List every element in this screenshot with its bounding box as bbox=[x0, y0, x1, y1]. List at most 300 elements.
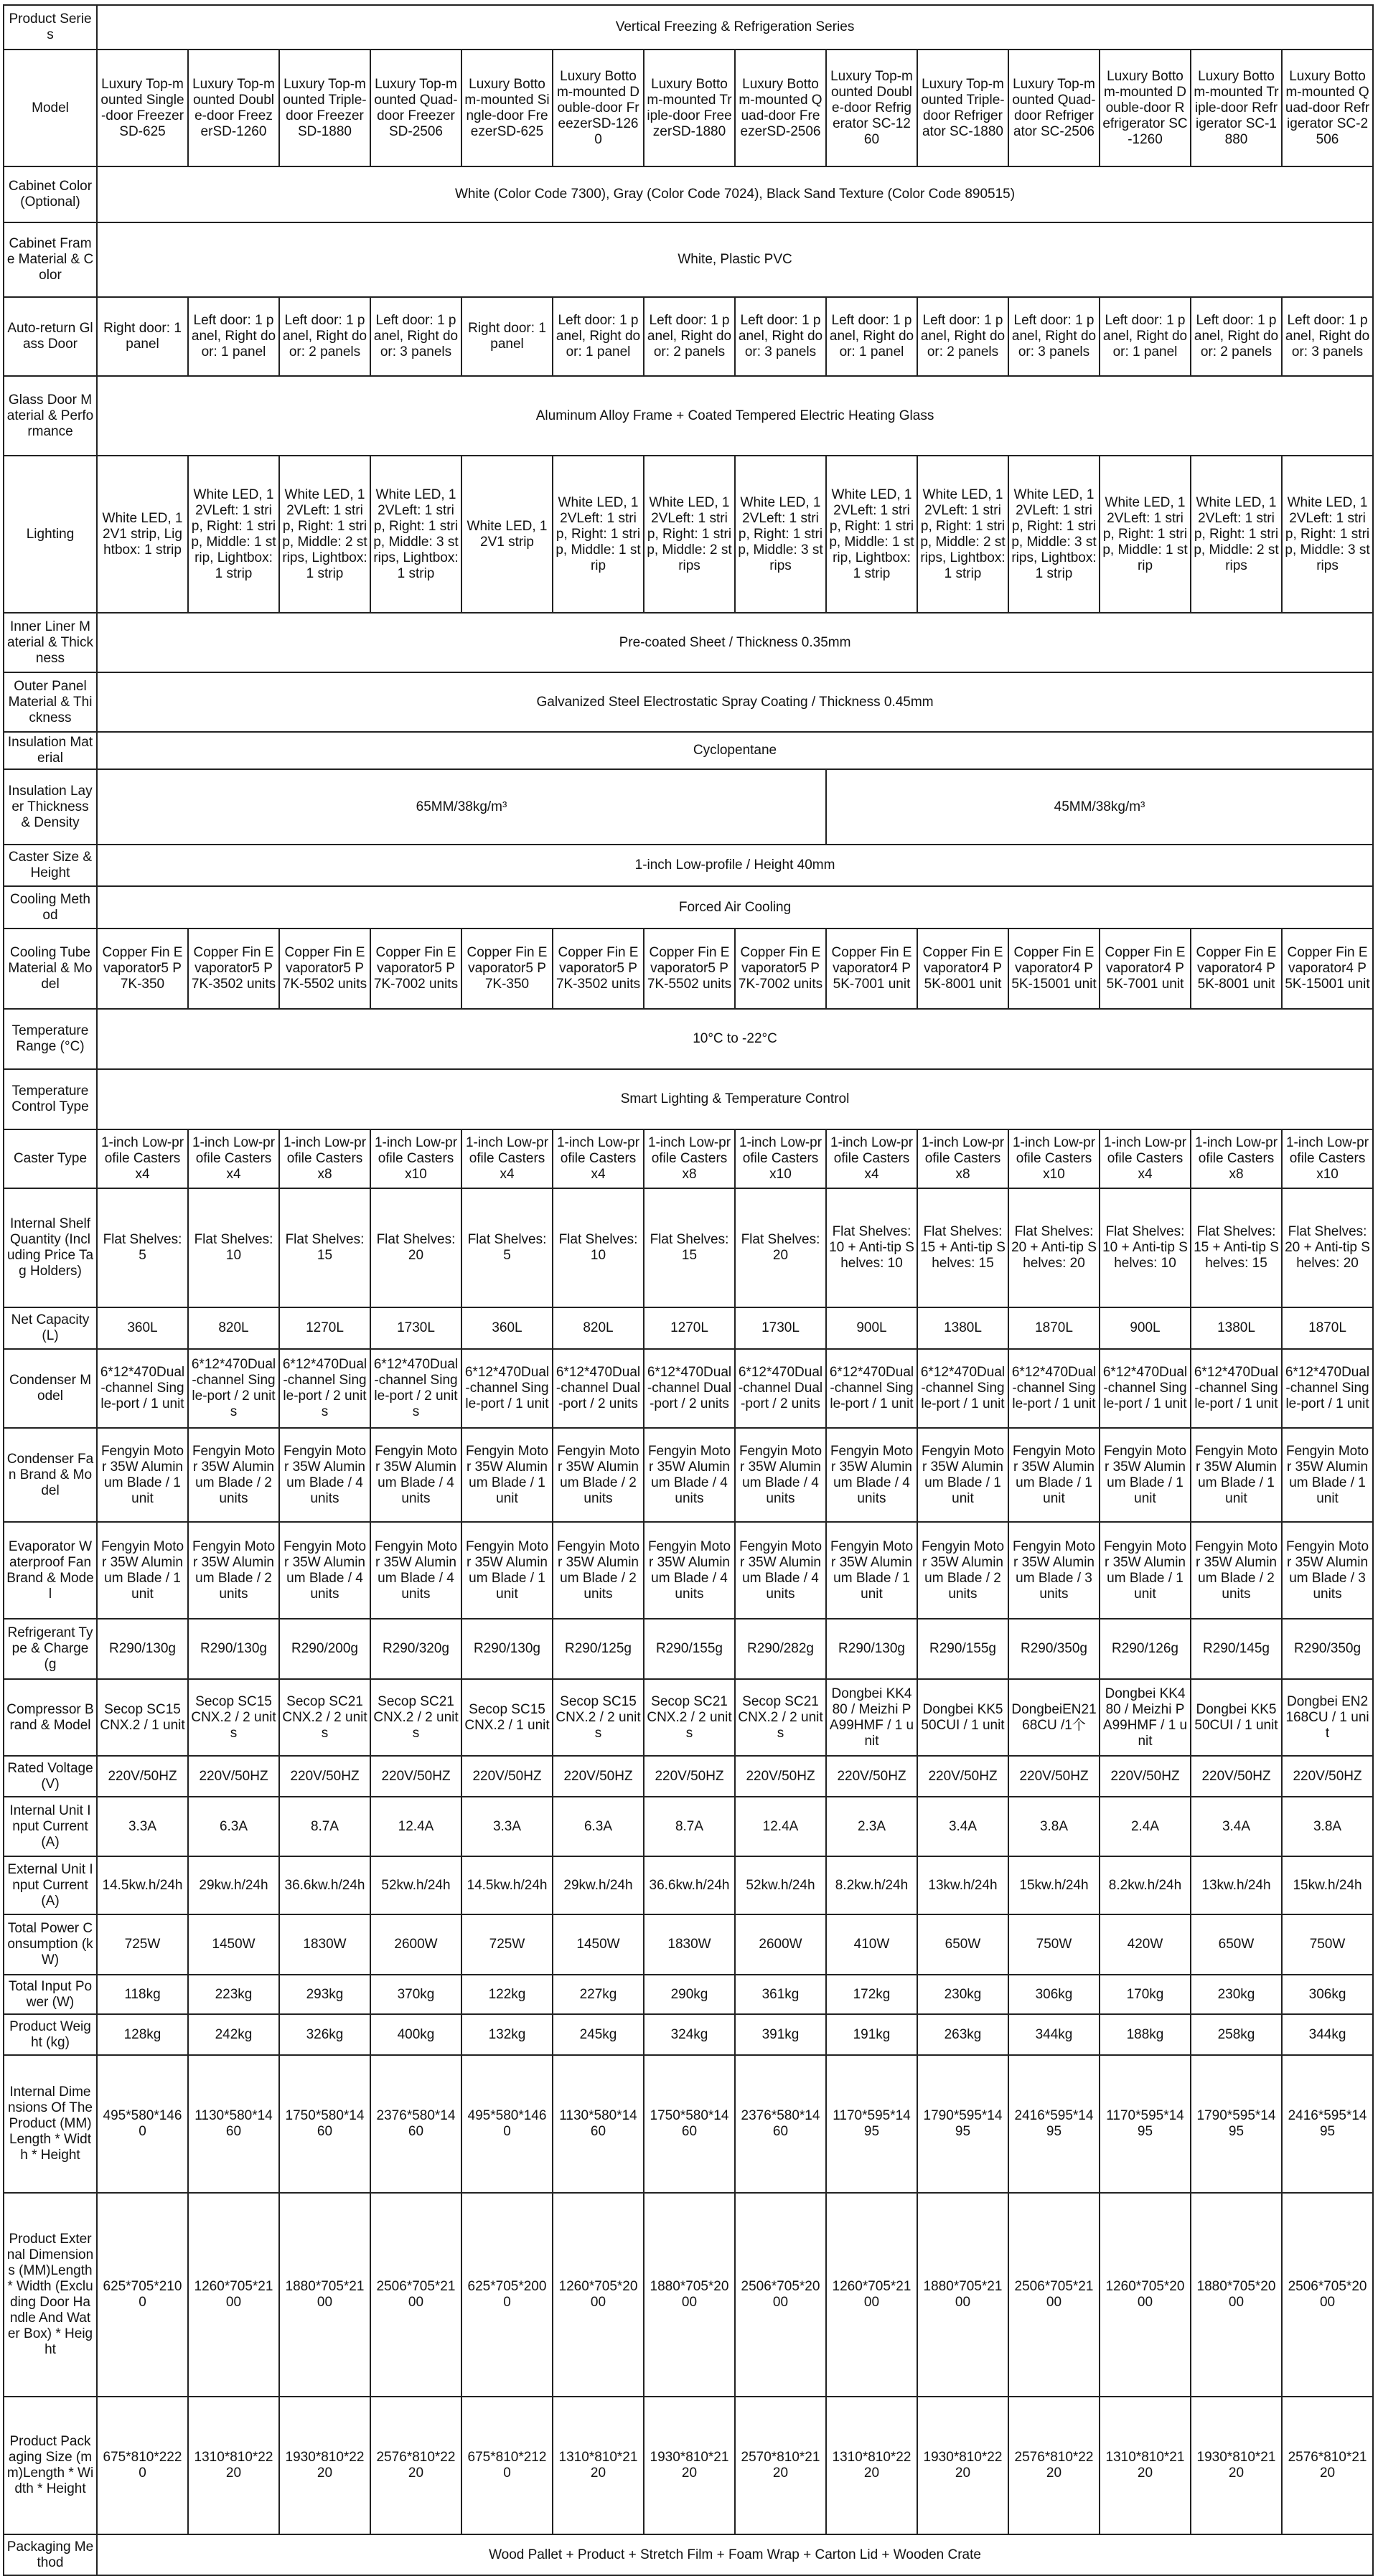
table-cell: 1270L bbox=[644, 1307, 735, 1349]
table-cell: White (Color Code 7300), Gray (Color Code 7024), Black Sand Texture (Color Code 890515) bbox=[97, 166, 1373, 222]
table-row bbox=[4, 732, 1373, 769]
table-cell: 675*810*2220 bbox=[97, 2397, 188, 2534]
table-cell: 326kg bbox=[279, 2014, 370, 2055]
table-cell: 2506*705*2000 bbox=[735, 2193, 826, 2397]
table-cell: 2600W bbox=[735, 1914, 826, 1975]
table-cell: Left door: 1 panel, Right door: 3 panels bbox=[735, 297, 826, 376]
table-cell: 3.8A bbox=[1008, 1797, 1100, 1856]
table-cell: 3.3A bbox=[461, 1797, 553, 1856]
table-cell: 625*705*2000 bbox=[461, 2193, 553, 2397]
row-label: Internal Dimensions Of The Product (MM)Length * Width * Height bbox=[4, 2055, 97, 2193]
table-cell: 1130*580*1460 bbox=[188, 2055, 279, 2193]
table-cell: Smart Lighting & Temperature Control bbox=[97, 1069, 1373, 1129]
row-label: Temperature Control Type bbox=[4, 1069, 97, 1129]
table-cell: Left door: 1 panel, Right door: 2 panels bbox=[644, 297, 735, 376]
table-cell: 2506*705*2100 bbox=[1008, 2193, 1100, 2397]
table-cell: Left door: 1 panel, Right door: 1 panel bbox=[826, 297, 917, 376]
table-cell: Luxury Top-mounted Quad-door FreezerSD-2506 bbox=[370, 50, 461, 166]
table-cell: 6*12*470Dual-channel Single-port / 1 unit bbox=[826, 1349, 917, 1428]
table-cell: 306kg bbox=[1282, 1975, 1373, 2014]
table-cell: Luxury Bottom-mounted Triple-door Refrigerator SC-1880 bbox=[1191, 50, 1282, 166]
table-cell: 820L bbox=[188, 1307, 279, 1349]
table-cell: R290/130g bbox=[188, 1619, 279, 1679]
table-row bbox=[4, 1856, 1373, 1914]
table-cell: Flat Shelves: 10 bbox=[188, 1188, 279, 1307]
row-label: Total Power Consumption (kW) bbox=[4, 1914, 97, 1975]
table-cell: Fengyin Motor 35W Aluminum Blade / 2 units bbox=[188, 1522, 279, 1619]
table-cell: 1-inch Low-profile Casters x4 bbox=[97, 1129, 188, 1188]
table-cell: 1310*810*2220 bbox=[188, 2397, 279, 2534]
table-cell: Dongbei KK480 / Meizhi PA99HMF / 1 unit bbox=[826, 1679, 917, 1756]
table-cell: 391kg bbox=[735, 2014, 826, 2055]
table-cell: Copper Fin Evaporator5 P7K-350 bbox=[97, 929, 188, 1009]
table-cell: 6*12*470Dual-channel Single-port / 2 units bbox=[188, 1349, 279, 1428]
table-cell: Fengyin Motor 35W Aluminum Blade / 4 units bbox=[279, 1522, 370, 1619]
table-cell: Dongbei KK480 / Meizhi PA99HMF / 1 unit bbox=[1100, 1679, 1191, 1756]
table-cell: 360L bbox=[461, 1307, 553, 1349]
table-cell: R290/350g bbox=[1008, 1619, 1100, 1679]
table-cell: 220V/50HZ bbox=[1282, 1756, 1373, 1797]
row-label: Condenser Model bbox=[4, 1349, 97, 1428]
table-cell: 1-inch Low-profile Casters x8 bbox=[279, 1129, 370, 1188]
table-row bbox=[4, 50, 1373, 166]
table-row bbox=[4, 1069, 1373, 1129]
table-cell: Dongbei EN2168CU / 1 unit bbox=[1282, 1679, 1373, 1756]
table-cell: 344kg bbox=[1008, 2014, 1100, 2055]
table-cell: 36.6kw.h/24h bbox=[644, 1856, 735, 1914]
table-row bbox=[4, 2014, 1373, 2055]
table-cell: 220V/50HZ bbox=[279, 1756, 370, 1797]
spec-table-body bbox=[4, 5, 1373, 2575]
table-cell: 1170*595*1495 bbox=[826, 2055, 917, 2193]
table-cell: 14.5kw.h/24h bbox=[97, 1856, 188, 1914]
table-cell: 361kg bbox=[735, 1975, 826, 2014]
table-cell: Luxury Bottom-mounted Single-door FreezerSD-625 bbox=[461, 50, 553, 166]
table-cell: White LED, 12VLeft: 1 strip, Right: 1 strip, Middle: 1 strip, Lightbox: 1 strip bbox=[826, 456, 917, 613]
table-row bbox=[4, 2055, 1373, 2193]
table-cell: 6*12*470Dual-channel Single-port / 1 unit bbox=[461, 1349, 553, 1428]
table-cell: 750W bbox=[1008, 1914, 1100, 1975]
table-cell: Luxury Top-mounted Double-door Refrigerator SC-1260 bbox=[826, 50, 917, 166]
row-label: Condenser Fan Brand & Model bbox=[4, 1428, 97, 1522]
table-cell: 52kw.h/24h bbox=[370, 1856, 461, 1914]
table-cell: White LED, 12VLeft: 1 strip, Right: 1 strip, Middle: 3 strips bbox=[735, 456, 826, 613]
table-cell: 227kg bbox=[553, 1975, 644, 2014]
table-cell: 1170*595*1495 bbox=[1100, 2055, 1191, 2193]
table-cell: 400kg bbox=[370, 2014, 461, 2055]
table-cell: Flat Shelves: 15 + Anti-tip Shelves: 15 bbox=[1191, 1188, 1282, 1307]
table-cell: White LED, 12VLeft: 1 strip, Right: 1 strip, Middle: 2 strips, Lightbox: 1 strip bbox=[279, 456, 370, 613]
table-cell: 6*12*470Dual-channel Single-port / 1 unit bbox=[1282, 1349, 1373, 1428]
table-cell: 128kg bbox=[97, 2014, 188, 2055]
table-row bbox=[4, 613, 1373, 672]
row-label: Rated Voltage (V) bbox=[4, 1756, 97, 1797]
table-row bbox=[4, 5, 1373, 50]
table-cell: Secop SC21CNX.2 / 2 units bbox=[279, 1679, 370, 1756]
table-row bbox=[4, 845, 1373, 886]
table-cell: Luxury Top-mounted Quad-door Refrigerator SC-2506 bbox=[1008, 50, 1100, 166]
row-label: Auto-return Glass Door bbox=[4, 297, 97, 376]
row-label: Net Capacity (L) bbox=[4, 1307, 97, 1349]
table-cell: 1880*705*2000 bbox=[644, 2193, 735, 2397]
table-cell: Dongbei KK550CUI / 1 unit bbox=[917, 1679, 1008, 1756]
table-row bbox=[4, 297, 1373, 376]
table-cell: Fengyin Motor 35W Aluminum Blade / 1 unit bbox=[826, 1522, 917, 1619]
table-row bbox=[4, 1797, 1373, 1856]
table-cell: Luxury Bottom-mounted Double-door Refrigerator SC-1260 bbox=[1100, 50, 1191, 166]
table-cell: Flat Shelves: 15 + Anti-tip Shelves: 15 bbox=[917, 1188, 1008, 1307]
table-row bbox=[4, 2534, 1373, 2575]
table-row bbox=[4, 769, 1373, 845]
table-cell: 10°C to -22°C bbox=[97, 1009, 1373, 1069]
table-cell: 306kg bbox=[1008, 1975, 1100, 2014]
table-cell: Copper Fin Evaporator4 P5K-7001 unit bbox=[826, 929, 917, 1009]
table-cell: 725W bbox=[461, 1914, 553, 1975]
table-cell: Aluminum Alloy Frame + Coated Tempered Electric Heating Glass bbox=[97, 376, 1373, 456]
table-cell: Fengyin Motor 35W Aluminum Blade / 1 unit bbox=[1100, 1522, 1191, 1619]
table-cell: 3.4A bbox=[917, 1797, 1008, 1856]
table-cell: 1260*705*2000 bbox=[553, 2193, 644, 2397]
table-cell: Flat Shelves: 20 bbox=[735, 1188, 826, 1307]
table-cell: Fengyin Motor 35W Aluminum Blade / 2 units bbox=[188, 1428, 279, 1522]
table-cell: 1790*595*1495 bbox=[917, 2055, 1008, 2193]
row-label: Total Input Power (W) bbox=[4, 1975, 97, 2014]
table-cell: 230kg bbox=[917, 1975, 1008, 2014]
table-cell: 6*12*470Dual-channel Dual-port / 2 units bbox=[553, 1349, 644, 1428]
table-cell: White LED, 12VLeft: 1 strip, Right: 1 strip, Middle: 1 strip bbox=[553, 456, 644, 613]
table-cell: 1-inch Low-profile Casters x8 bbox=[917, 1129, 1008, 1188]
table-cell: Flat Shelves: 20 bbox=[370, 1188, 461, 1307]
row-label: Cabinet Frame Material & Color bbox=[4, 222, 97, 297]
table-cell: Left door: 1 panel, Right door: 2 panels bbox=[917, 297, 1008, 376]
table-cell: 220V/50HZ bbox=[461, 1756, 553, 1797]
table-cell: White LED, 12VLeft: 1 strip, Right: 1 strip, Middle: 2 strips bbox=[1191, 456, 1282, 613]
table-cell: 2506*705*2000 bbox=[1282, 2193, 1373, 2397]
table-cell: 650W bbox=[917, 1914, 1008, 1975]
table-cell: 3.4A bbox=[1191, 1797, 1282, 1856]
table-cell: Fengyin Motor 35W Aluminum Blade / 3 units bbox=[1008, 1522, 1100, 1619]
table-cell: 6*12*470Dual-channel Single-port / 1 unit bbox=[1100, 1349, 1191, 1428]
table-cell: White LED, 12VLeft: 1 strip, Right: 1 strip, Middle: 3 strips bbox=[1282, 456, 1373, 613]
row-label: Lighting bbox=[4, 456, 97, 613]
table-cell: 1-inch Low-profile Casters x10 bbox=[1008, 1129, 1100, 1188]
table-cell: Fengyin Motor 35W Aluminum Blade / 2 units bbox=[1191, 1522, 1282, 1619]
table-row bbox=[4, 886, 1373, 929]
table-cell: 344kg bbox=[1282, 2014, 1373, 2055]
row-label: Compressor Brand & Model bbox=[4, 1679, 97, 1756]
row-label: Product External Dimensions (MM)Length * Width (Excluding Door Handle And Water Box) * Height bbox=[4, 2193, 97, 2397]
table-cell: 1380L bbox=[917, 1307, 1008, 1349]
table-cell: 220V/50HZ bbox=[1100, 1756, 1191, 1797]
table-cell: Flat Shelves: 5 bbox=[97, 1188, 188, 1307]
table-cell: R290/145g bbox=[1191, 1619, 1282, 1679]
table-cell: 1870L bbox=[1282, 1307, 1373, 1349]
table-cell: Luxury Bottom-mounted Triple-door FreezerSD-1880 bbox=[644, 50, 735, 166]
table-cell: 29kw.h/24h bbox=[553, 1856, 644, 1914]
table-cell: 3.3A bbox=[97, 1797, 188, 1856]
table-cell: White LED, 12VLeft: 1 strip, Right: 1 strip, Middle: 2 strips, Lightbox: 1 strip bbox=[917, 456, 1008, 613]
table-cell: 223kg bbox=[188, 1975, 279, 2014]
table-cell: Fengyin Motor 35W Aluminum Blade / 4 units bbox=[735, 1428, 826, 1522]
table-row bbox=[4, 166, 1373, 222]
table-cell: White LED, 12VLeft: 1 strip, Right: 1 strip, Middle: 3 strips, Lightbox: 1 strip bbox=[1008, 456, 1100, 613]
table-cell: Right door: 1 panel bbox=[97, 297, 188, 376]
table-cell: 1870L bbox=[1008, 1307, 1100, 1349]
table-cell: Fengyin Motor 35W Aluminum Blade / 4 units bbox=[644, 1522, 735, 1619]
row-label: Evaporator Waterproof Fan Brand & Model bbox=[4, 1522, 97, 1619]
table-cell: 1930*810*2220 bbox=[279, 2397, 370, 2534]
table-cell: Fengyin Motor 35W Aluminum Blade / 1 unit bbox=[1008, 1428, 1100, 1522]
table-cell: 191kg bbox=[826, 2014, 917, 2055]
table-cell: R290/130g bbox=[826, 1619, 917, 1679]
table-cell: 1-inch Low-profile Casters x4 bbox=[461, 1129, 553, 1188]
row-label: Packaging Method bbox=[4, 2534, 97, 2575]
table-cell: R290/155g bbox=[917, 1619, 1008, 1679]
table-cell: 13kw.h/24h bbox=[917, 1856, 1008, 1914]
table-cell: 1-inch Low-profile / Height 40mm bbox=[97, 845, 1373, 886]
table-cell: 45MM/38kg/m³ bbox=[826, 769, 1373, 845]
table-cell: 675*810*2120 bbox=[461, 2397, 553, 2534]
table-cell: 2506*705*2100 bbox=[370, 2193, 461, 2397]
table-cell: 2576*810*2120 bbox=[1282, 2397, 1373, 2534]
table-cell: White LED, 12VLeft: 1 strip, Right: 1 strip, Middle: 2 strips bbox=[644, 456, 735, 613]
table-row bbox=[4, 1522, 1373, 1619]
table-cell: 6*12*470Dual-channel Single-port / 1 unit bbox=[97, 1349, 188, 1428]
table-cell: 12.4A bbox=[735, 1797, 826, 1856]
table-cell: 6*12*470Dual-channel Single-port / 1 unit bbox=[1191, 1349, 1282, 1428]
table-row bbox=[4, 1428, 1373, 1522]
table-cell: 750W bbox=[1282, 1914, 1373, 1975]
table-row bbox=[4, 1307, 1373, 1349]
table-cell: Fengyin Motor 35W Aluminum Blade / 4 units bbox=[370, 1522, 461, 1619]
table-cell: 1-inch Low-profile Casters x4 bbox=[1100, 1129, 1191, 1188]
row-label: Model bbox=[4, 50, 97, 166]
table-cell: Left door: 1 panel, Right door: 3 panels bbox=[1008, 297, 1100, 376]
table-row bbox=[4, 1975, 1373, 2014]
table-cell: Left door: 1 panel, Right door: 1 panel bbox=[188, 297, 279, 376]
row-label: Insulation Material bbox=[4, 732, 97, 769]
table-cell: 65MM/38kg/m³ bbox=[97, 769, 826, 845]
table-cell: 13kw.h/24h bbox=[1191, 1856, 1282, 1914]
table-cell: 2.3A bbox=[826, 1797, 917, 1856]
table-cell: 172kg bbox=[826, 1975, 917, 2014]
table-cell: Fengyin Motor 35W Aluminum Blade / 4 units bbox=[370, 1428, 461, 1522]
table-row bbox=[4, 1009, 1373, 1069]
table-row bbox=[4, 1129, 1373, 1188]
table-cell: 1270L bbox=[279, 1307, 370, 1349]
table-cell: 242kg bbox=[188, 2014, 279, 2055]
table-cell: Copper Fin Evaporator4 P5K-8001 unit bbox=[917, 929, 1008, 1009]
table-cell: Copper Fin Evaporator5 P7K-3502 units bbox=[553, 929, 644, 1009]
table-cell: Forced Air Cooling bbox=[97, 886, 1373, 929]
table-cell: 1830W bbox=[644, 1914, 735, 1975]
table-cell: R290/125g bbox=[553, 1619, 644, 1679]
table-cell: 1880*705*2000 bbox=[1191, 2193, 1282, 2397]
table-cell: 1-inch Low-profile Casters x4 bbox=[188, 1129, 279, 1188]
table-cell: 625*705*2100 bbox=[97, 2193, 188, 2397]
table-cell: DongbeiEN2168CU /1个 bbox=[1008, 1679, 1100, 1756]
table-row bbox=[4, 222, 1373, 297]
table-cell: White, Plastic PVC bbox=[97, 222, 1373, 297]
table-cell: 370kg bbox=[370, 1975, 461, 2014]
table-cell: Fengyin Motor 35W Aluminum Blade / 2 units bbox=[553, 1522, 644, 1619]
table-cell: White LED, 12VLeft: 1 strip, Right: 1 strip, Middle: 3 strips, Lightbox: 1 strip bbox=[370, 456, 461, 613]
table-cell: 1260*705*2000 bbox=[1100, 2193, 1191, 2397]
table-cell: 118kg bbox=[97, 1975, 188, 2014]
table-cell: 2416*595*1495 bbox=[1008, 2055, 1100, 2193]
table-cell: 230kg bbox=[1191, 1975, 1282, 2014]
row-label: Product Series bbox=[4, 5, 97, 50]
table-cell: Luxury Top-mounted Single-door FreezerSD-625 bbox=[97, 50, 188, 166]
row-label: Outer Panel Material & Thickness bbox=[4, 672, 97, 732]
table-cell: 6.3A bbox=[553, 1797, 644, 1856]
table-cell: 122kg bbox=[461, 1975, 553, 2014]
table-cell: 495*580*1460 bbox=[97, 2055, 188, 2193]
table-cell: 360L bbox=[97, 1307, 188, 1349]
table-cell: 1-inch Low-profile Casters x10 bbox=[1282, 1129, 1373, 1188]
table-cell: 650W bbox=[1191, 1914, 1282, 1975]
table-cell: 220V/50HZ bbox=[1008, 1756, 1100, 1797]
table-cell: 188kg bbox=[1100, 2014, 1191, 2055]
table-cell: White LED, 12V1 strip bbox=[461, 456, 553, 613]
table-cell: 2.4A bbox=[1100, 1797, 1191, 1856]
table-cell: Secop SC15CNX.2 / 1 unit bbox=[97, 1679, 188, 1756]
table-cell: 495*580*1460 bbox=[461, 2055, 553, 2193]
table-row bbox=[4, 456, 1373, 613]
table-cell: Fengyin Motor 35W Aluminum Blade / 1 unit bbox=[97, 1522, 188, 1619]
table-cell: 6*12*470Dual-channel Single-port / 1 unit bbox=[1008, 1349, 1100, 1428]
row-label: Cooling Tube Material & Model bbox=[4, 929, 97, 1009]
table-cell: 8.2kw.h/24h bbox=[1100, 1856, 1191, 1914]
table-cell: Secop SC21CNX.2 / 2 units bbox=[370, 1679, 461, 1756]
table-cell: 8.7A bbox=[644, 1797, 735, 1856]
table-row bbox=[4, 672, 1373, 732]
table-cell: Left door: 1 panel, Right door: 3 panels bbox=[1282, 297, 1373, 376]
table-cell: 220V/50HZ bbox=[826, 1756, 917, 1797]
table-cell: Fengyin Motor 35W Aluminum Blade / 1 unit bbox=[1282, 1428, 1373, 1522]
table-cell: 6*12*470Dual-channel Single-port / 1 unit bbox=[917, 1349, 1008, 1428]
table-cell: 324kg bbox=[644, 2014, 735, 2055]
table-cell: R290/130g bbox=[97, 1619, 188, 1679]
table-cell: Fengyin Motor 35W Aluminum Blade / 4 units bbox=[735, 1522, 826, 1619]
table-cell: White LED, 12V1 strip, Lightbox: 1 strip bbox=[97, 456, 188, 613]
table-cell: Flat Shelves: 10 bbox=[553, 1188, 644, 1307]
table-row bbox=[4, 1914, 1373, 1975]
table-cell: 6*12*470Dual-channel Single-port / 2 units bbox=[279, 1349, 370, 1428]
table-cell: 1310*810*2120 bbox=[553, 2397, 644, 2534]
table-cell: Galvanized Steel Electrostatic Spray Coating / Thickness 0.45mm bbox=[97, 672, 1373, 732]
table-cell: White LED, 12VLeft: 1 strip, Right: 1 strip, Middle: 1 strip bbox=[1100, 456, 1191, 613]
table-cell: 8.2kw.h/24h bbox=[826, 1856, 917, 1914]
table-cell: 220V/50HZ bbox=[553, 1756, 644, 1797]
table-cell: 220V/50HZ bbox=[188, 1756, 279, 1797]
table-cell: 420W bbox=[1100, 1914, 1191, 1975]
table-cell: 293kg bbox=[279, 1975, 370, 2014]
table-cell: R290/350g bbox=[1282, 1619, 1373, 1679]
row-label: Cooling Method bbox=[4, 886, 97, 929]
table-cell: R290/282g bbox=[735, 1619, 826, 1679]
table-cell: 2376*580*1460 bbox=[370, 2055, 461, 2193]
table-cell: Copper Fin Evaporator4 P5K-8001 unit bbox=[1191, 929, 1282, 1009]
table-cell: 2570*810*2120 bbox=[735, 2397, 826, 2534]
table-cell: Luxury Top-mounted Double-door FreezerSD-1260 bbox=[188, 50, 279, 166]
table-cell: Copper Fin Evaporator4 P5K-7001 unit bbox=[1100, 929, 1191, 1009]
table-cell: 1450W bbox=[553, 1914, 644, 1975]
table-cell: 1310*810*2120 bbox=[1100, 2397, 1191, 2534]
table-cell: 900L bbox=[1100, 1307, 1191, 1349]
table-cell: 6*12*470Dual-channel Dual-port / 2 units bbox=[644, 1349, 735, 1428]
table-cell: Flat Shelves: 15 bbox=[644, 1188, 735, 1307]
table-cell: 1790*595*1495 bbox=[1191, 2055, 1282, 2193]
table-cell: 170kg bbox=[1100, 1975, 1191, 2014]
table-row bbox=[4, 1188, 1373, 1307]
table-cell: 2576*810*2220 bbox=[370, 2397, 461, 2534]
table-cell: Flat Shelves: 5 bbox=[461, 1188, 553, 1307]
table-cell: Fengyin Motor 35W Aluminum Blade / 1 unit bbox=[461, 1522, 553, 1619]
table-cell: 1730L bbox=[370, 1307, 461, 1349]
table-cell: 6*12*470Dual-channel Single-port / 2 units bbox=[370, 1349, 461, 1428]
row-label: Internal Unit Input Current (A) bbox=[4, 1797, 97, 1856]
table-cell: 29kw.h/24h bbox=[188, 1856, 279, 1914]
table-cell: 1-inch Low-profile Casters x4 bbox=[826, 1129, 917, 1188]
table-cell: 132kg bbox=[461, 2014, 553, 2055]
table-cell: Fengyin Motor 35W Aluminum Blade / 4 units bbox=[279, 1428, 370, 1522]
table-row bbox=[4, 929, 1373, 1009]
table-row bbox=[4, 1619, 1373, 1679]
table-cell: Copper Fin Evaporator5 P7K-3502 units bbox=[188, 929, 279, 1009]
table-cell: Pre-coated Sheet / Thickness 0.35mm bbox=[97, 613, 1373, 672]
table-cell: 1380L bbox=[1191, 1307, 1282, 1349]
table-cell: R290/130g bbox=[461, 1619, 553, 1679]
table-cell: 220V/50HZ bbox=[644, 1756, 735, 1797]
table-cell: Copper Fin Evaporator5 P7K-5502 units bbox=[279, 929, 370, 1009]
table-row bbox=[4, 2193, 1373, 2397]
table-cell: 6*12*470Dual-channel Dual-port / 2 units bbox=[735, 1349, 826, 1428]
table-cell: Fengyin Motor 35W Aluminum Blade / 1 unit bbox=[97, 1428, 188, 1522]
table-cell: 1930*810*2120 bbox=[1191, 2397, 1282, 2534]
table-cell: 220V/50HZ bbox=[917, 1756, 1008, 1797]
table-cell: 820L bbox=[553, 1307, 644, 1349]
table-cell: Fengyin Motor 35W Aluminum Blade / 4 units bbox=[644, 1428, 735, 1522]
table-cell: 1930*810*2120 bbox=[644, 2397, 735, 2534]
table-cell: 1260*705*2100 bbox=[188, 2193, 279, 2397]
table-cell: 900L bbox=[826, 1307, 917, 1349]
table-cell: 14.5kw.h/24h bbox=[461, 1856, 553, 1914]
row-label: External Unit Input Current (A) bbox=[4, 1856, 97, 1914]
table-cell: 1310*810*2220 bbox=[826, 2397, 917, 2534]
table-row bbox=[4, 1756, 1373, 1797]
table-cell: 15kw.h/24h bbox=[1008, 1856, 1100, 1914]
table-cell: 3.8A bbox=[1282, 1797, 1373, 1856]
table-cell: 2600W bbox=[370, 1914, 461, 1975]
table-cell: White LED, 12VLeft: 1 strip, Right: 1 strip, Middle: 1 strip, Lightbox: 1 strip bbox=[188, 456, 279, 613]
table-cell: 725W bbox=[97, 1914, 188, 1975]
table-cell: 263kg bbox=[917, 2014, 1008, 2055]
table-cell: 1-inch Low-profile Casters x4 bbox=[553, 1129, 644, 1188]
table-cell: Dongbei KK550CUI / 1 unit bbox=[1191, 1679, 1282, 1756]
table-cell: Flat Shelves: 10 + Anti-tip Shelves: 10 bbox=[1100, 1188, 1191, 1307]
table-cell: 258kg bbox=[1191, 2014, 1282, 2055]
table-cell: 1-inch Low-profile Casters x8 bbox=[1191, 1129, 1282, 1188]
table-row bbox=[4, 2397, 1373, 2534]
table-cell: Copper Fin Evaporator5 P7K-5502 units bbox=[644, 929, 735, 1009]
table-cell: 36.6kw.h/24h bbox=[279, 1856, 370, 1914]
table-cell: Fengyin Motor 35W Aluminum Blade / 3 units bbox=[1282, 1522, 1373, 1619]
table-cell: Left door: 1 panel, Right door: 3 panels bbox=[370, 297, 461, 376]
table-row bbox=[4, 1679, 1373, 1756]
table-cell: Fengyin Motor 35W Aluminum Blade / 1 unit bbox=[461, 1428, 553, 1522]
table-cell: 290kg bbox=[644, 1975, 735, 2014]
